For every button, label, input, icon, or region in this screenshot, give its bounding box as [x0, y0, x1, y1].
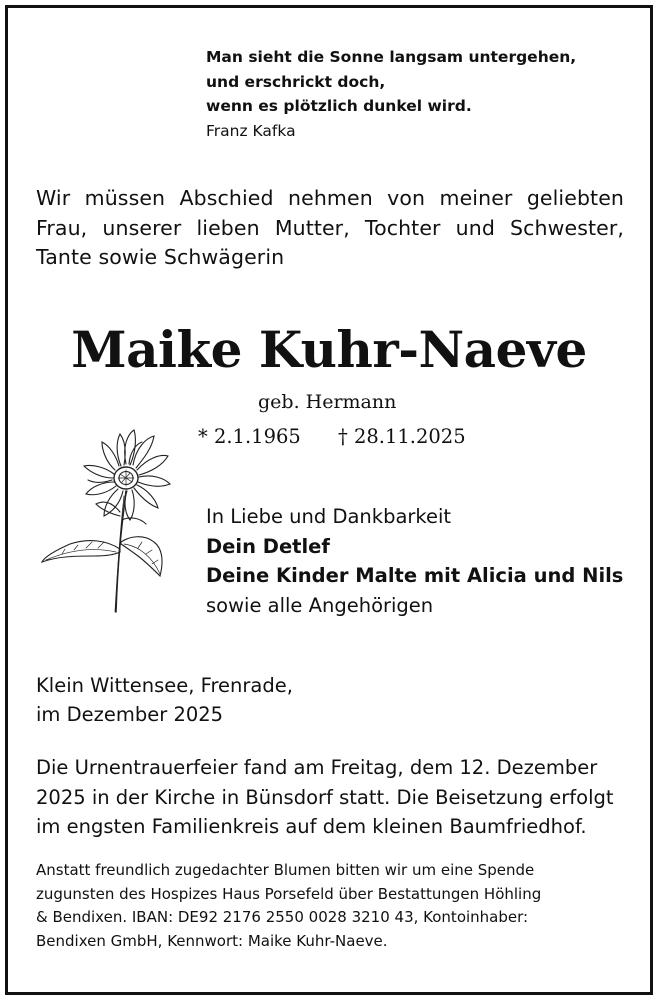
- mourners-intro: In Liebe und Dankbarkeit: [206, 505, 452, 528]
- life-dates: [198, 425, 466, 448]
- place-date: im Dezember 2025: [36, 703, 224, 726]
- donation-line: Bendixen GmbH, Kennwort: Maike Kuhr-Naeve.: [36, 931, 388, 950]
- birth-date: * 2.1.1965: [198, 425, 301, 448]
- farewell-intro: [36, 184, 624, 273]
- sunflower-illustration: [38, 424, 172, 614]
- maiden-name: geb. Hermann: [258, 391, 397, 413]
- death-date: † 28.11.2025: [338, 425, 466, 448]
- mourner-others: sowie alle Angehörigen: [206, 593, 434, 617]
- intro-line: Frau, unserer lieben Mutter, Tochter und Schwester,: [36, 215, 624, 240]
- place-date-block: [36, 671, 293, 729]
- donation-line: Anstatt freundlich zugedachter Blumen bitten wir um eine Spende: [36, 861, 535, 879]
- mourners-block: [206, 502, 623, 620]
- quote-line: wenn es plötzlich dunkel wird.: [206, 97, 472, 115]
- deceased-name: Maike Kuhr-Naeve: [71, 320, 587, 379]
- ceremony-line: 2025 in der Kirche in Bünsdorf statt. Die Beisetzung erfolgt: [36, 785, 614, 809]
- ceremony-text: [36, 753, 624, 842]
- ceremony-line: im engsten Familienkreis auf dem kleinen Baumfriedhof.: [36, 815, 587, 838]
- quote-line: und erschrickt doch,: [206, 72, 386, 91]
- intro-line: Tante sowie Schwägerin: [36, 245, 285, 269]
- place-location: Klein Wittensee, Frenrade,: [36, 674, 293, 697]
- quote-line: Man sieht die Sonne langsam untergehen,: [206, 48, 577, 66]
- quote-block: [206, 45, 576, 143]
- ceremony-line: Die Urnentrauerfeier fand am Freitag, dem 12. Dezember: [36, 756, 598, 779]
- mourner-children: Deine Kinder Malte mit Alicia und Nils: [206, 564, 624, 587]
- intro-line: Wir müssen Abschied nehmen von meiner geliebten: [36, 186, 624, 210]
- mourner-spouse: Dein Detlef: [206, 534, 330, 558]
- donation-line: & Bendixen. IBAN: DE92 2176 2550 0028 3210 43, Kontoinhaber:: [36, 908, 529, 926]
- donation-note: [36, 859, 624, 953]
- quote-author: Franz Kafka: [206, 121, 296, 140]
- donation-line: zugunsten des Hospizes Haus Porsefeld über Bestattungen Höhling: [36, 884, 542, 903]
